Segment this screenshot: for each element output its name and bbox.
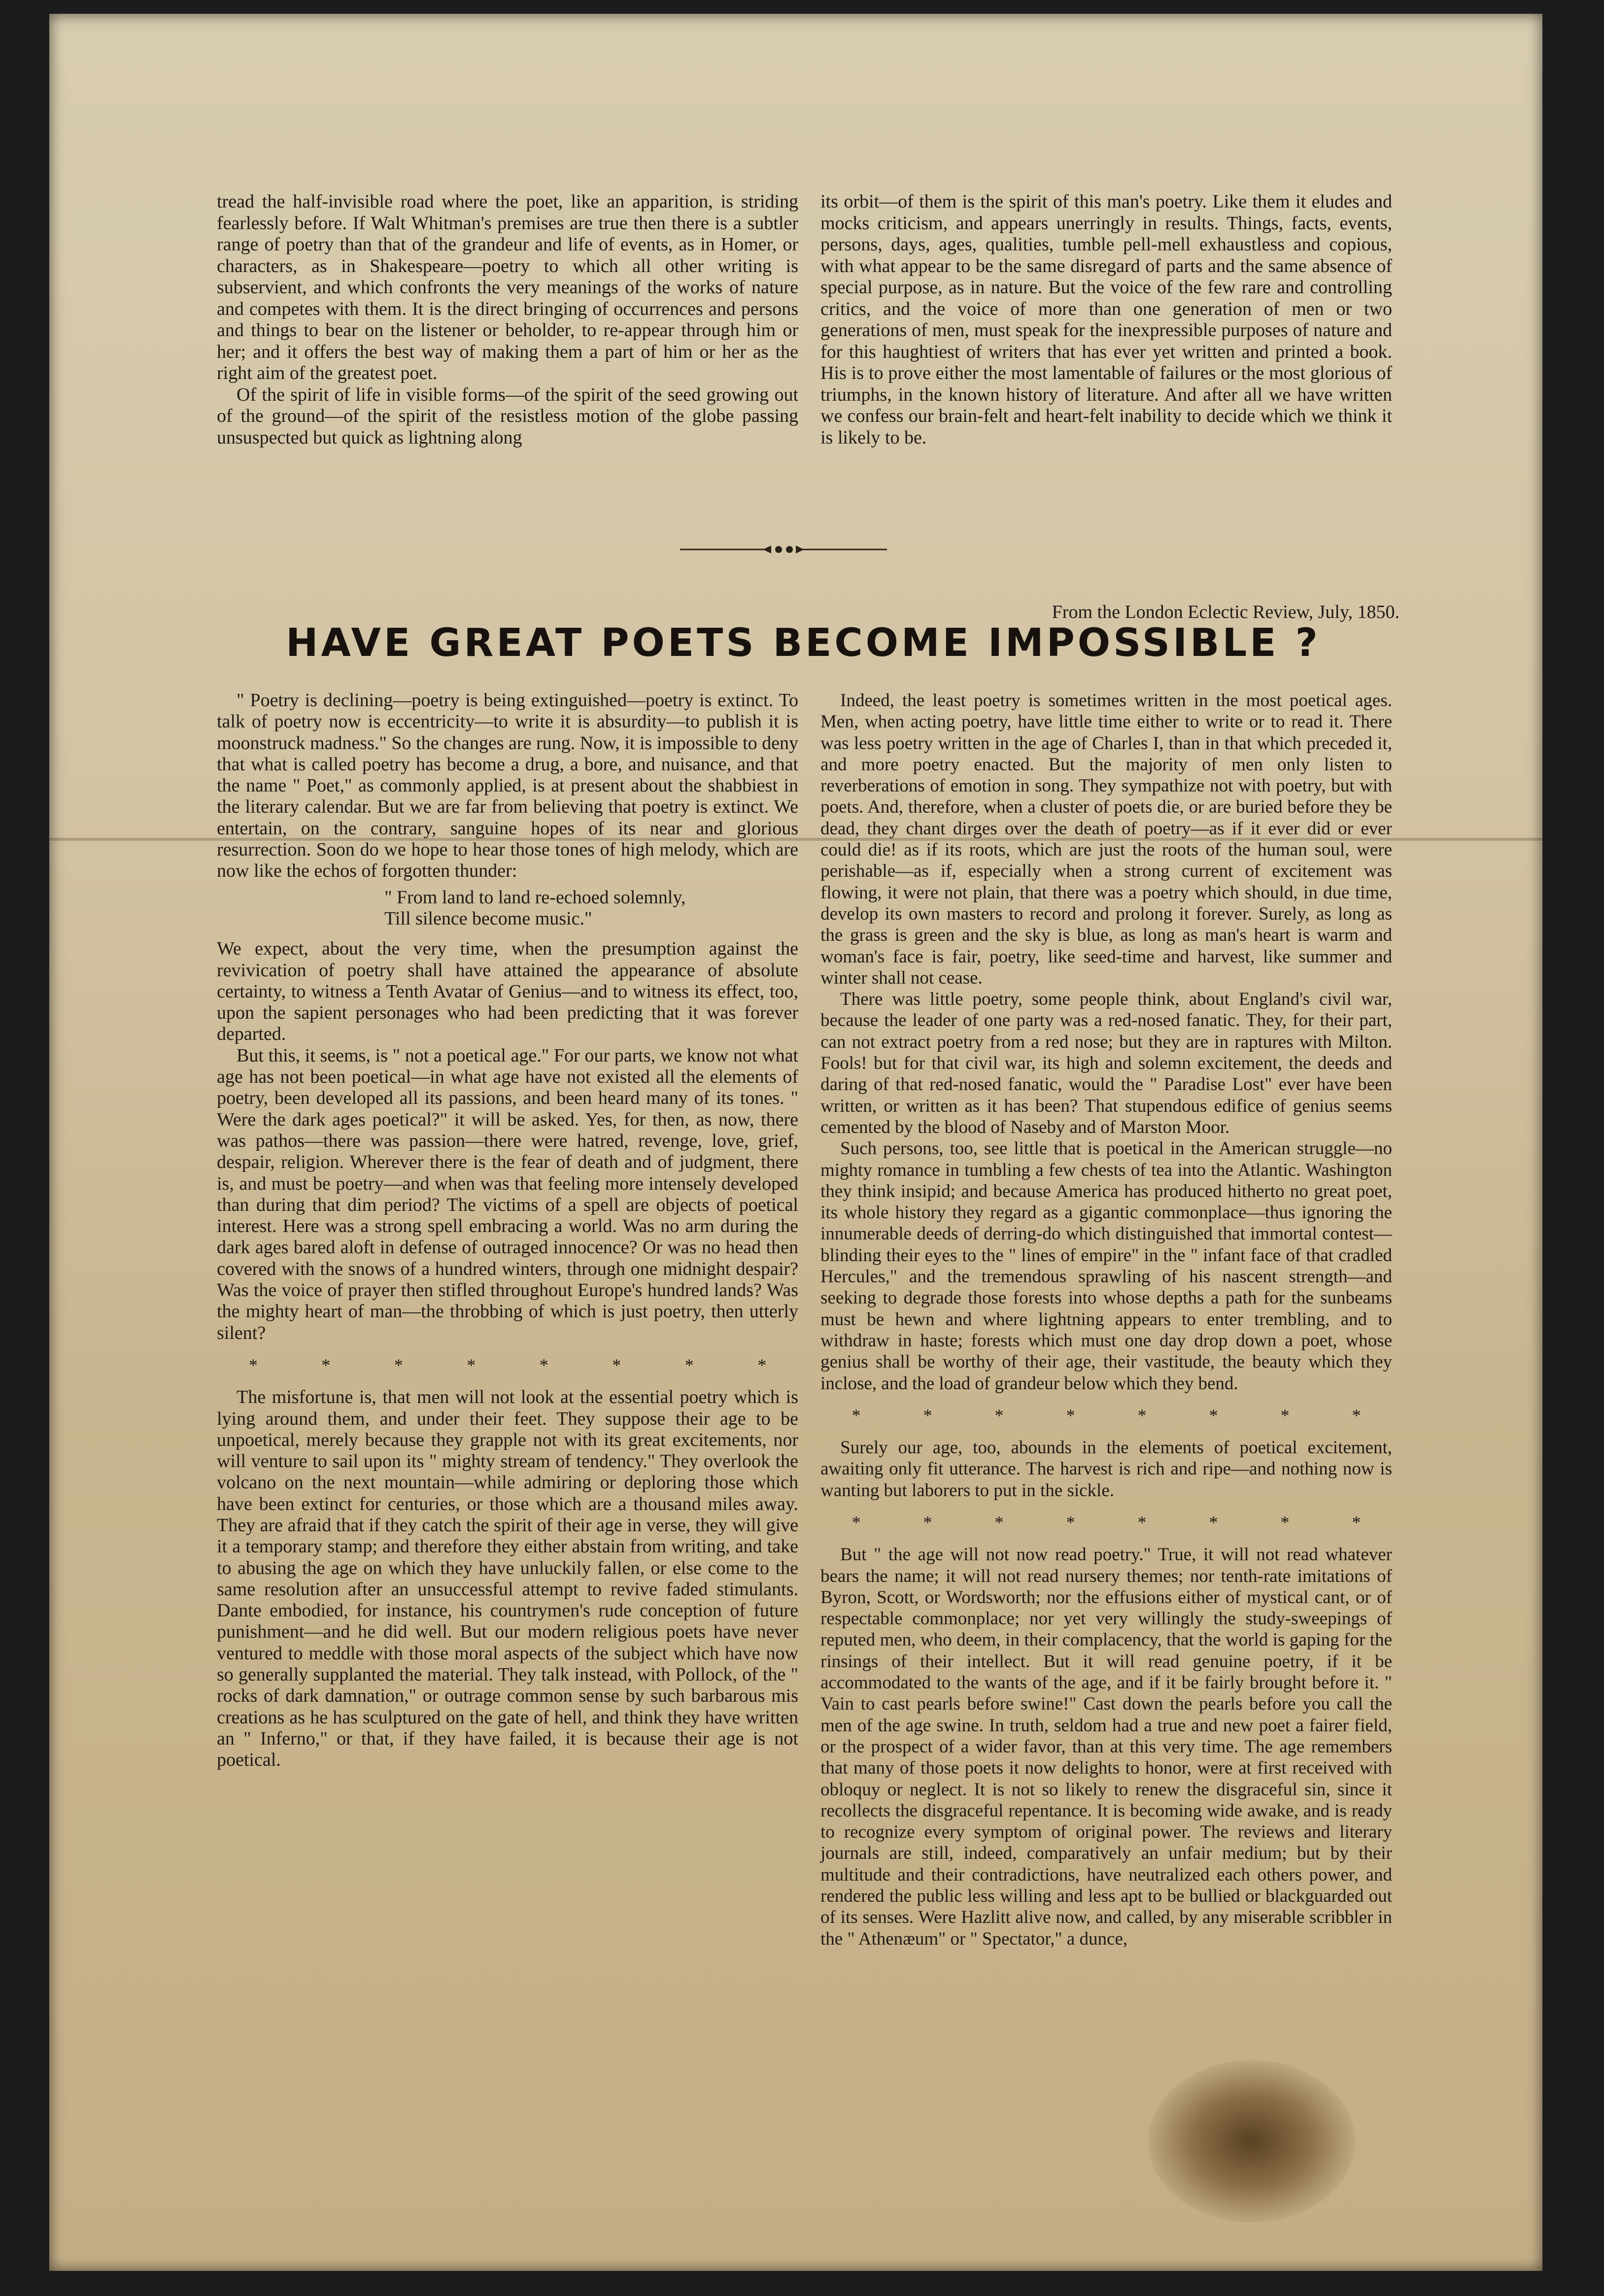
section-break-stars [820,1405,1392,1426]
divider-ornament [680,540,887,559]
paragraph: Indeed, the least poetry is sometimes written in the most poetical ages. Men, when acting poetry, have little time either to write or to read it. There was less poetry written in the age of Charles I, than in that which preceded it, and more poetry enacted. But the majority of men only listen to reverberations of emotion in song. They sympathize not with poetry, but with poets. And, therefore, when a cluster of poets die, or are buried before they be dead, they chant dirges over the death of poetry—as if it ever did or ever could die! as if its roots, which are just the roots of the human soul, were perishable—as if, especially when a strong current of excitement was flowing, it were not plain, that there was a poetry which should, in due time, develop its own masters to record and prolong it forever. Surely, as long as the grass is green and the sky is blue, as long as man's heart is warm and woman's face is fair, poetry, like seed-time and harvest, like summer and winter shall not cease. [820,690,1392,988]
star: * [1280,1405,1290,1425]
star: * [612,1355,621,1375]
section-break-stars [820,1512,1392,1533]
section-break-stars [217,1355,798,1376]
quote-line: " From land to land re-echoed solemnly, [384,887,686,908]
star: * [1137,1405,1147,1425]
star: * [923,1512,932,1532]
quote-line: Till silence become music." [384,908,592,929]
star: * [757,1355,767,1375]
star: * [852,1512,861,1532]
star: * [1280,1512,1290,1532]
paragraph: " Poetry is declining—poetry is being extinguished—poetry is extinct. To talk of poetry now is eccentricity—to write it is absurdity—to publish it is moonstruck madness." So the changes are rung. Now, it is impossible to deny that what is called poetry has become a drug, a bore, and nuisance, and that the name " Poet," as commonly applied, is at present about the shabbiest in the literary calendar. But we are far from believing that poetry is extinct. We entertain, on the contrary, sanguine hopes of its near and glorious resurrection. Soon do we hope to hear those tones of high melody, which are now like the echos of forgotten thunder: [217,690,798,882]
paragraph: Such persons, too, see little that is poetical in the American struggle—no mighty romance in tumbling a few chests of tea into the Atlantic. Washington they think insipid; and because America has produced hitherto no great poet, its whole history they regard as a gigantic commonplace—thus ignoring the innumerable deeds of derring-do which distinguished that immortal contest—blinding their eyes to the " lines of empire" in the " infant face of that cradled Hercules," and the tremendous sprawling of his nascent strength—and seeking to degrade those forests into whose depths a path for the sunbeams must be hewn and where lightning appears to enter trembling, and to withdraw in haste; forests which must one day drop down a poet, whose genius shall be worthy of their age, their vastitude, the beauty which they inclose, and the load of grandeur below which they bend. [820,1138,1392,1394]
paragraph: its orbit—of them is the spirit of this man's poetry. Like them it eludes and mocks criticism, and appears unerringly in results. Things, facts, events, persons, days, ages, qualities, tumble pell-mell exhaustless and copious, with what appear to be the same disregard of parts and the same absence of special purpose, as in nature. But the voice of the few rare and controlling critics, and the voice of more than one generation of men or two generations of men, must speak for the inexpressible purposes of nature and for this haughtiest of writers that has ever yet written and printed a book. His is to prove either the most lamentable of failures or the most glorious of triumphs, in the known history of literature. And after all we have written we confess our brain-felt and heart-felt inability to decide which we think it is likely to be. [820,191,1392,448]
star: * [248,1355,258,1375]
star: * [923,1405,932,1425]
star: * [1352,1405,1361,1425]
star: * [394,1355,403,1375]
star: * [1066,1405,1075,1425]
paragraph: But " the age will not now read poetry." True, it will not read whatever bears the name; it will not read nursery themes; nor tenth-rate imitations of Byron, Scott, or Wordsworth; nor the effusions either of mystical cant, or of respectable commonplace; nor yet very willingly the study-sweepings of reputed men, who deem, in their complacency, that the world is gaping for the rinsings of their intellect. But it will read genuine poetry, if it be accommodated to the wants of the age, and if it be fairly brought before it. " Vain to cast pearls before swine!" Cast down the pearls before you call the men of the age swine. In truth, seldom had a true and new poet a fairer field, or the prospect of a wider favor, than at this very time. The age remembers that many of those poets it now delights to honor, were at first received with obloquy or neglect. It is not so likely to renew the disgraceful sin, since it recollects the disgraceful repentance. It is becoming wide awake, and is ready to recognize every symptom of original power. The reviews and literary journals are still, indeed, comparatively an unfair medium; but by their multitude and their contradictions, have neutralized each others power, and rendered the public less willing and less apt to be bullied or blackguarded out of its senses. Were Hazlitt alive now, and called, by any miserable scribbler in the " Athenæum" or " Spectator," a dunce, [820,1544,1392,1949]
paragraph: Of the spirit of life in visible forms—of the spirit of the seed growing out of the ground—of the spirit of the resistless motion of the globe passing unsuspected but quick as lightning along [217,384,798,448]
star: * [994,1512,1004,1532]
paragraph: We expect, about the very time, when the presumption against the revivication of poetry shall have attained the appearance of absolute certainty, to witness a Tenth Avatar of Genius—and to witness its effect, too, upon the sapient personages who had been predicting that it was forever departed. [217,938,798,1045]
article-left-column [217,690,798,1771]
paragraph: There was little poetry, some people think, about England's civil war, because the leader of one party was a red-nosed fanatic. They, for their part, can not extract poetry from a red nose; but they are in raptures with Milton. Fools! but for that civil war, its high and solemn excitement, the deeds and daring of that red-nosed fanatic, would the " Paradise Lost" ever have been written, or written as it has been? That stupendous edifice of genius seems cemented by the blood of Naseby and of Marston Moor. [820,989,1392,1137]
article-right-column [820,690,1392,1950]
paragraph: But this, it seems, is " not a poetical age." For our parts, we know not what age has not been poetical—in what age have not existed all the elements of poetry, been developed all its passions, and been heard many of its tones. " Were the dark ages poetical?" it will be asked. Yes, for then, as now, there was pathos—there was passion—there were hatred, revenge, love, grief, despair, religion. Wherever there is the fear of death and of judgment, there is, and must be poetry—and when was that feeling more intensely developed than during that dim period? The victims of a spell are objects of poetical interest. Here was a strong spell embracing a world. Was no arm during the dark ages bared aloft in defense of outraged innocence? Or was no head then covered with the snows of a hundred winters, through one midnight despair? Was the voice of prayer then stifled throughout Europe's hundred lands? Was the mighty heart of man—the throbbing of which is just poetry, then utterly silent? [217,1045,798,1343]
paragraph: Surely our age, too, abounds in the elements of poetical excitement, awaiting only fit utterance. The harvest is rich and ripe—and nothing now is wanting but laborers to put in the sickle. [820,1438,1392,1501]
top-left-column [217,191,798,448]
article-source: From the London Eclectic Review, July, 1850. [1052,602,1399,622]
star: * [321,1355,331,1375]
star: * [684,1355,694,1375]
star: * [539,1355,548,1375]
star: * [1066,1512,1075,1532]
star: * [1352,1512,1361,1532]
article-headline: HAVE GREAT POETS BECOME IMPOSSIBLE ? [286,621,1321,665]
star: * [467,1355,476,1375]
star: * [1209,1512,1218,1532]
paragraph: tread the half-invisible road where the poet, like an apparition, is striding fearlessly before. If Walt Whitman's premises are true then there is a subtler range of poetry than that of the grandeur and life of events, as in Homer, or characters, as in Shakespeare—poetry to which all other writing is subservient, and which confronts the very meanings of the works of nature and competes with them. It is the direct bringing of occurrences and persons and things to bear on the listener or beholder, to re-appear through him or her; and it offers the best way of making them a part of him or her as the right aim of the greatest poet. [217,191,798,383]
star: * [994,1405,1004,1425]
star: * [1209,1405,1218,1425]
water-stain [1148,2060,1355,2223]
star: * [852,1405,861,1425]
top-right-column [820,191,1392,448]
star: * [1137,1512,1147,1532]
paragraph: The misfortune is, that men will not look at the essential poetry which is lying around them, and under their feet. They suppose their age to be unpoetical, merely because they grapple not with its great excitements, nor will venture to sail upon its " mighty stream of tendency." They overlook the volcano on the next mountain—while admiring or deploring those which have been extinct for centuries, or those which are a thousand miles away. They are afraid that if they catch the spirit of their age in verse, they will give it a temporary stamp; and therefore they either abstain from writing, and take to abusing the age on which they have unluckily fallen, or else come to the same resolution after an unsuccessful attempt to revive faded stimulants. Dante embodied, for instance, his countrymen's rude conception of future punishment—and he did well. But our modern religious poets have never ventured to meddle with those moral aspects of the subject which have now so generally supplanted the material. They talk instead, with Pollock, of the " rocks of dark damnation," or outrage common sense by such barbarous mis creations as he has sculptured on the gate of hell, and think they have written an " Inferno," or that, if they have failed, it is because their age is not poetical. [217,1387,798,1771]
